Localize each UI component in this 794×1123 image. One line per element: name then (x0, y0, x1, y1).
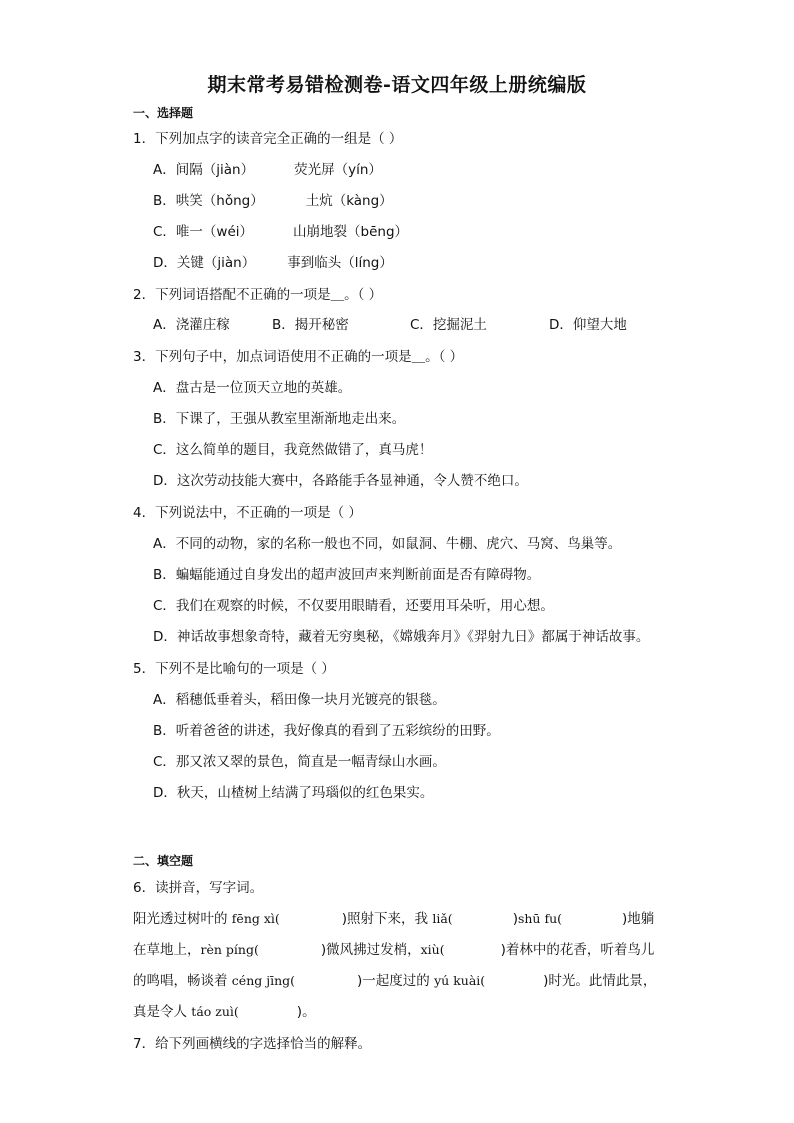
question-3-option-d: D．这次劳动技能大赛中，各路能手各显神通，令人赞不绝口。 (153, 473, 528, 489)
question-3-option-b: B．下课了，王强从教室里渐渐地走出来。 (153, 411, 406, 427)
pinyin: liǎ( (432, 911, 453, 926)
passage-text: )时光。此情此景， (543, 973, 657, 989)
pinyin: rèn píng( (200, 942, 259, 957)
question-1-option-c (153, 223, 408, 241)
question-6-line-2 (133, 941, 654, 959)
section-heading-fill: 二、填空题 (133, 854, 194, 868)
question-1-option-a (153, 161, 382, 179)
passage-text: )。 (296, 1004, 316, 1020)
question-6-line-4 (133, 1003, 316, 1021)
question-2-option-c: C．挖掘泥土 (410, 317, 487, 333)
option-word: D．关键（jiàn） (153, 255, 256, 271)
question-6-stem: 6．读拼音，写字词。 (133, 880, 264, 896)
passage-text: 真是令人 (133, 1004, 187, 1020)
question-4-option-a: A．不同的动物，家的名称一般也不同，如鼠洞、牛棚、虎穴、马窝、鸟巢等。 (153, 536, 622, 552)
question-3-stem: 3．下列句子中，加点词语使用不正确的一项是＿。（ ） (133, 349, 464, 365)
passage-text: )照射下来，我 (341, 911, 429, 927)
pinyin: xiù( (420, 942, 445, 957)
page-title: 期末常考易错检测卷-语文四年级上册统编版 (207, 74, 587, 96)
question-2-option-a: A．浇灌庄稼 (153, 317, 230, 333)
passage-text: ) (512, 911, 518, 927)
passage-text: )微风拂过发梢， (320, 942, 421, 958)
question-1-option-d (153, 254, 393, 272)
option-word: 事到临头（líng） (287, 255, 393, 271)
pinyin: yú kuài( (434, 973, 486, 988)
question-1-stem: 1．下列加点字的读音完全正确的一组是（ ） (133, 131, 403, 147)
passage-text: )着林中的花香，听着鸟儿 (500, 942, 655, 958)
question-6-line-3 (133, 972, 656, 990)
question-5-stem: 5．下列不是比喻句的一项是（ ） (133, 661, 335, 677)
question-5-option-c: C．那又浓又翠的景色，简直是一幅青绿山水画。 (153, 754, 446, 770)
option-word: B．哄笑（hǒng） (153, 193, 264, 209)
pinyin: céng jīng( (231, 973, 296, 988)
question-3-option-c: C．这么简单的题目，我竟然做错了，真马虎！ (153, 442, 433, 458)
question-2-option-d: D．仰望大地 (549, 317, 627, 333)
question-5-option-b: B．听着爸爸的讲述，我好像真的看到了五彩缤纷的田野。 (153, 723, 500, 739)
question-2-option-b: B．揭开秘密 (272, 317, 349, 333)
pinyin: fēng xì( (231, 911, 280, 926)
question-6-line-1 (133, 910, 654, 928)
question-4-option-d: D．神话故事想象奇特，藏着无穷奥秘，《嫦娥奔月》《羿射九日》都属于神话故事。 (153, 629, 650, 645)
question-4-option-c: C．我们在观察的时候，不仅要用眼睛看，还要用耳朵听，用心想。 (153, 598, 554, 614)
passage-text: )地躺 (622, 911, 655, 927)
question-2-stem: 2．下列词语搭配不正确的一项是＿。（ ） (133, 287, 383, 303)
option-word: 荧光屏（yín） (294, 162, 382, 178)
question-4-stem: 4．下列说法中，不正确的一项是（ ） (133, 505, 362, 521)
passage-text: 阳光透过树叶的 (133, 911, 228, 927)
option-word: 山崩地裂（bēng） (293, 224, 409, 240)
option-word: C．唯一（wéi） (153, 224, 254, 240)
option-word: 土炕（kàng） (305, 193, 393, 209)
passage-text: 在草地上， (133, 942, 201, 958)
passage-text: )一起度过的 (357, 973, 430, 989)
question-1-option-b (153, 192, 393, 210)
question-4-option-b: B．蝙蝠能通过自身发出的超声波回声来判断前面是否有障碍物。 (153, 567, 541, 583)
section-heading-choice: 一、选择题 (133, 106, 194, 120)
pinyin: táo zuì( (191, 1004, 239, 1019)
option-word: A．间隔（jiàn） (153, 162, 255, 178)
question-3-option-a: A．盘古是一位顶天立地的英雄。 (153, 380, 352, 396)
pinyin: shū fu( (517, 911, 563, 926)
question-5-option-a: A．稻穗低垂着头，稻田像一块月光镀亮的银毯。 (153, 692, 446, 708)
question-7-stem: 7．给下列画横线的字选择恰当的解释。 (133, 1036, 372, 1052)
passage-text: 的鸣唱，畅谈着 (133, 973, 228, 989)
question-5-option-d: D．秋天，山楂树上结满了玛瑙似的红色果实。 (153, 785, 434, 801)
